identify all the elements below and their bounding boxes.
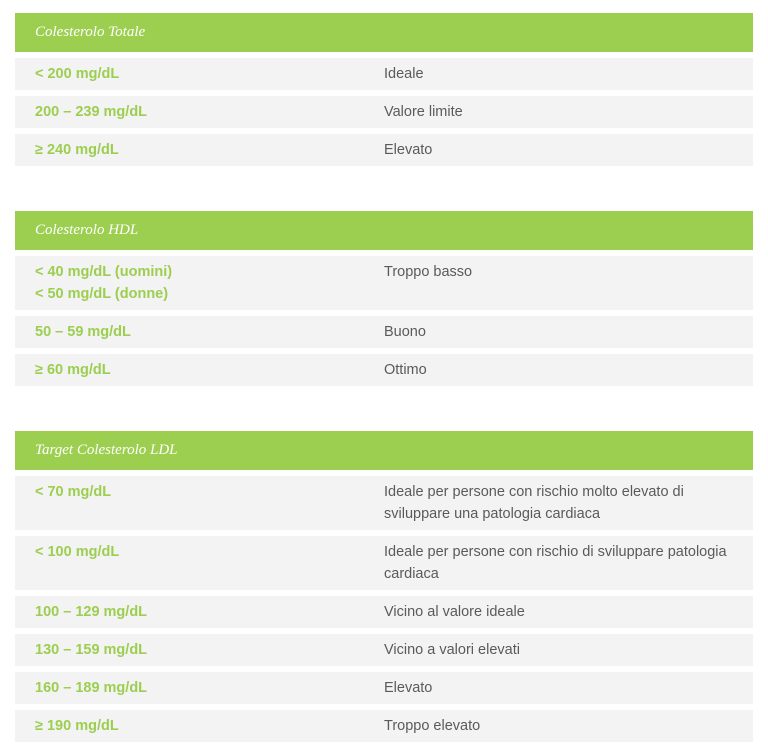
description-cell: Elevato <box>384 680 433 696</box>
table-header: Target Colesterolo LDL <box>15 431 753 470</box>
description-cell: Vicino a valori elevati <box>384 642 520 658</box>
table-row <box>15 672 753 704</box>
range-cell <box>35 639 365 661</box>
range-value: < 200 mg/dL <box>35 66 120 82</box>
table-row <box>15 256 753 310</box>
table-row <box>15 134 753 166</box>
table-row <box>15 476 753 530</box>
table-header: Colesterolo Totale <box>15 13 753 52</box>
table-row <box>15 536 753 590</box>
range-cell <box>35 601 365 623</box>
range-cell <box>35 359 365 381</box>
table-row <box>15 710 753 742</box>
range-value: < 70 mg/dL <box>35 484 112 500</box>
range-value: < 50 mg/dL (donne) <box>35 286 169 302</box>
description-cell: Vicino al valore ideale <box>384 604 525 620</box>
range-cell <box>35 541 365 563</box>
range-cell <box>35 63 365 85</box>
range-value: ≥ 190 mg/dL <box>35 718 119 734</box>
range-value: ≥ 60 mg/dL <box>35 362 111 378</box>
description-cell: Elevato <box>384 142 433 158</box>
description-cell: Troppo basso <box>384 264 473 280</box>
range-value: ≥ 240 mg/dL <box>35 142 119 158</box>
range-value: 200 – 239 mg/dL <box>35 104 148 120</box>
table-row <box>15 596 753 628</box>
table-target-colesterolo-ldl <box>15 431 753 742</box>
range-cell <box>35 481 365 503</box>
table-row <box>15 634 753 666</box>
range-value: 50 – 59 mg/dL <box>35 324 131 340</box>
range-cell <box>35 715 365 737</box>
table-row <box>15 96 753 128</box>
range-cell <box>35 101 365 123</box>
table-row <box>15 354 753 386</box>
description-cell: Ideale <box>384 66 424 82</box>
range-value: 130 – 159 mg/dL <box>35 642 148 658</box>
table-row <box>15 58 753 90</box>
range-cell <box>35 261 365 305</box>
table-colesterolo-totale <box>15 13 753 166</box>
range-cell <box>35 139 365 161</box>
table-header: Colesterolo HDL <box>15 211 753 250</box>
range-value: < 40 mg/dL (uomini) <box>35 264 173 280</box>
range-value: < 100 mg/dL <box>35 544 120 560</box>
description-cell: Buono <box>384 324 426 340</box>
range-value: 160 – 189 mg/dL <box>35 680 148 696</box>
description-cell: Ideale per persone con rischio molto elevato di sviluppare una patologia cardiaca <box>384 484 684 522</box>
description-cell: Ottimo <box>384 362 427 378</box>
range-cell <box>35 677 365 699</box>
range-value: 100 – 129 mg/dL <box>35 604 148 620</box>
description-cell: Valore limite <box>384 104 463 120</box>
table-row <box>15 316 753 348</box>
description-cell: Ideale per persone con rischio di sviluppare patologia cardiaca <box>384 544 727 582</box>
description-cell: Troppo elevato <box>384 718 481 734</box>
range-cell <box>35 321 365 343</box>
table-colesterolo-hdl <box>15 211 753 386</box>
